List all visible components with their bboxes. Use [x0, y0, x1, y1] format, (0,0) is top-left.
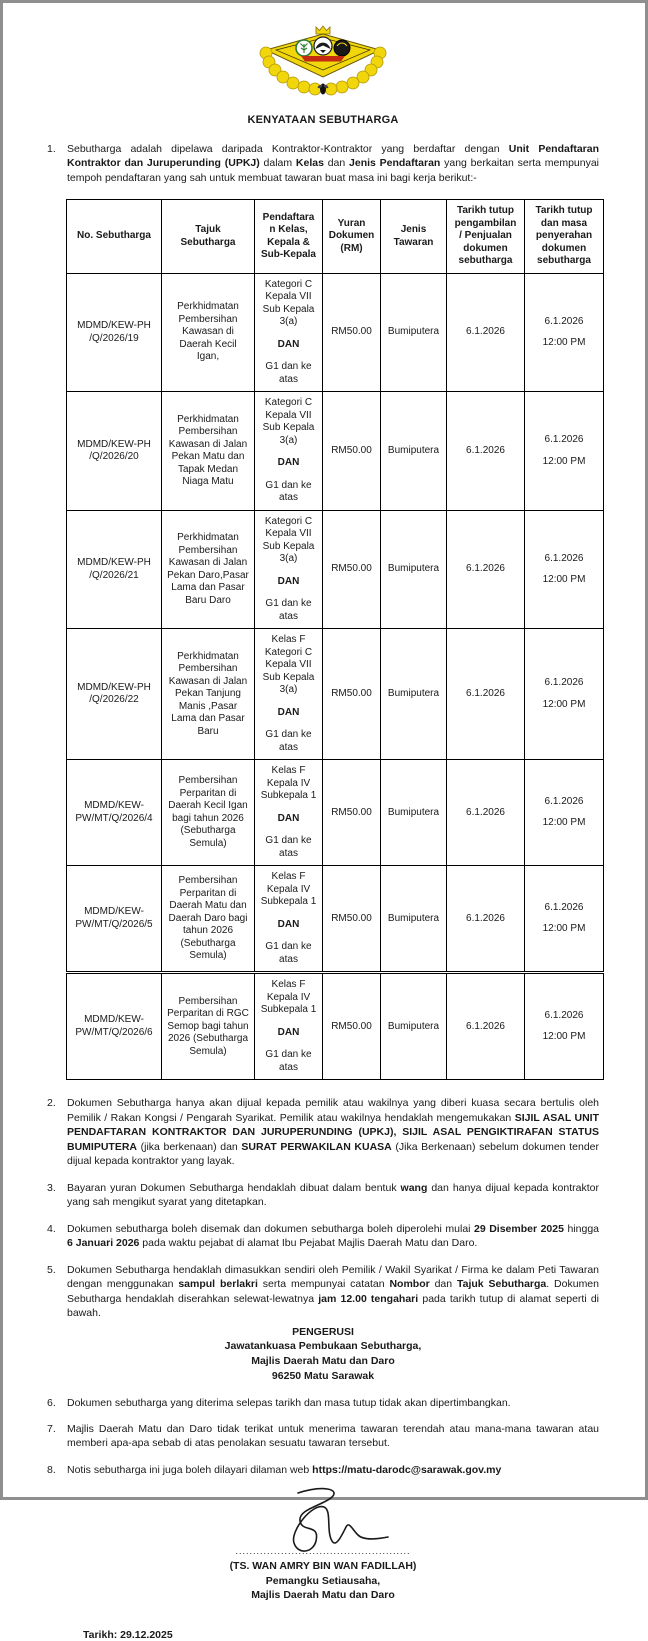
item-text: Majlis Daerah Matu dan Daro tidak terikat untuk menerima tawaran terendah atau mana-mana tawaran atau memberi apa-apa sebab di atas penolakan sesuatu tawaran tersebut. [67, 1422, 599, 1450]
item-text: Dokumen Sebutharga hendaklah dimasukkan sendiri oleh Pemilik / Wakil Syarikat / Firma ke dalam Peti Tawaran dengan menggunakan sampul berlakri serta mempunyai catatan Nombor dan Tajuk Sebutharga. Dokumen Sebutharga hendaklah diserahkan selewat-lewatnya jam 12.00 tengahari pada tarikh tutup di alamat seperti di bawah. [67, 1263, 600, 1320]
cell-tarikh-masa-penyerahan: 6.1.2026 12:00 PM [525, 273, 604, 392]
cell-tajuk-sebutharga: Perkhidmatan Pembersihan Kawasan di Jalan Pekan Daro,Pasar Lama dan Pasar Baru Daro [162, 510, 255, 629]
cell-no-sebutharga: MDMD/KEW- PW/MT/Q/2026/4 [67, 760, 162, 866]
item-text: Dokumen sebutharga yang diterima selepas tarikh dan masa tutup tidak akan dipertimbangkan. [67, 1396, 511, 1409]
signature-block [47, 1483, 599, 1603]
signature-rule: .................................................. [235, 1546, 411, 1557]
table-row [67, 392, 604, 511]
cell-no-sebutharga: MDMD/KEW-PH /Q/2026/19 [67, 273, 162, 392]
cell-jenis-tawaran: Bumiputera [381, 629, 447, 760]
item-number: 2. [47, 1097, 56, 1110]
cell-no-sebutharga: MDMD/KEW- PW/MT/Q/2026/5 [67, 866, 162, 973]
item-text: Dokumen Sebutharga hanya akan dijual kepada pemilik atau wakilnya yang diberi kuasa secara bertulis oleh Pemilik / Rakan Kongsi / Pengarah Syarikat. Pemilik atau wakilnya hendaklah mengemukakan SIJIL ASAL UNIT PENDAFTARAN KONTRAKTOR DAN JURUPERUNDING (UPKJ), SIJIL ASAL PENGIKTIRAFAN STATUS BUMIPUTERA (jika berkenaan) dan SURAT PERWAKILAN KUASA (Jika Berkenaan) sebelum dokumen tender dijual kepada kontraktor yang layak. [67, 1097, 599, 1168]
table-header-row [67, 200, 604, 274]
cell-yuran-dokumen: RM50.00 [323, 973, 381, 1080]
paragraph-6 [47, 1396, 599, 1410]
cell-tarikh-tutup: 6.1.2026 [447, 973, 525, 1080]
item-text: Dokumen sebutharga boleh disemak dan dokumen sebutharga boleh diperolehi mulai 29 Disember 2025 hingga 6 Januari 2026 pada waktu pejabat di alamat Ibu Pejabat Majlis Daerah Matu dan Daro. [67, 1222, 600, 1250]
submission-address-block [47, 1325, 599, 1384]
cell-pendaftaran: Kategori C Kepala VII Sub Kepala 3(a) DAN G1 dan ke atas [255, 510, 323, 629]
cell-yuran-dokumen: RM50.00 [323, 866, 381, 973]
cell-no-sebutharga: MDMD/KEW- PW/MT/Q/2026/6 [67, 973, 162, 1080]
cell-pendaftaran: Kelas F Kepala IV Subkepala 1 DAN G1 dan ke atas [255, 973, 323, 1080]
cell-tajuk-sebutharga: Perkhidmatan Pembersihan Kawasan di Daerah Kecil Igan, [162, 273, 255, 392]
cell-tarikh-masa-penyerahan: 6.1.2026 12:00 PM [525, 392, 604, 511]
column-header: No. Sebutharga [67, 200, 162, 274]
paragraph-3 [47, 1181, 599, 1210]
cell-yuran-dokumen: RM50.00 [323, 273, 381, 392]
column-header: Tarikh tutup dan masa penyerahan dokumen sebutharga [525, 200, 604, 274]
cell-jenis-tawaran: Bumiputera [381, 392, 447, 511]
cell-no-sebutharga: MDMD/KEW-PH /Q/2026/21 [67, 510, 162, 629]
address-line: PENGERUSI [292, 1325, 354, 1338]
cell-yuran-dokumen: RM50.00 [323, 760, 381, 866]
cell-tarikh-masa-penyerahan: 6.1.2026 12:00 PM [525, 760, 604, 866]
cell-tarikh-tutup: 6.1.2026 [447, 866, 525, 973]
column-header: Pendaftaran Kelas, Kepala & Sub-Kepala [255, 200, 323, 274]
cell-pendaftaran: Kategori C Kepala VII Sub Kepala 3(a) DAN G1 dan ke atas [255, 392, 323, 511]
table-row [67, 629, 604, 760]
table-body [67, 273, 604, 1080]
signatory-title: Pemangku Setiausaha, [265, 1574, 381, 1587]
cell-yuran-dokumen: RM50.00 [323, 392, 381, 511]
item-number: 1. [47, 143, 56, 155]
paragraph-8 [47, 1463, 599, 1477]
table-row [67, 866, 604, 973]
item-number: 6. [47, 1396, 56, 1409]
column-header: Jenis Tawaran [381, 200, 447, 274]
cell-jenis-tawaran: Bumiputera [381, 273, 447, 392]
cell-tajuk-sebutharga: Pembersihan Perparitan di Daerah Kecil Igan bagi tahun 2026 (Sebutharga Semula) [162, 760, 255, 866]
cell-tarikh-tutup: 6.1.2026 [447, 392, 525, 511]
cell-pendaftaran: Kelas F Kategori C Kepala VII Sub Kepala 3(a) DAN G1 dan ke atas [255, 629, 323, 760]
cell-tajuk-sebutharga: Pembersihan Perparitan di RGC Semop bagi tahun 2026 (Sebutharga Semula) [162, 973, 255, 1080]
item-number: 4. [47, 1222, 56, 1235]
table-row [67, 510, 604, 629]
paragraph-5 [47, 1263, 599, 1321]
cell-no-sebutharga: MDMD/KEW-PH /Q/2026/20 [67, 392, 162, 511]
tender-table [66, 199, 604, 1080]
item-text: Notis sebutharga ini juga boleh dilayari dilaman web https://matu-darodc@sarawak.gov.my [67, 1463, 502, 1476]
cell-no-sebutharga: MDMD/KEW-PH /Q/2026/22 [67, 629, 162, 760]
cell-tajuk-sebutharga: Pembersihan Perparitan di Daerah Matu dan Daerah Daro bagi tahun 2026 (Sebutharga Semula) [162, 866, 255, 973]
cell-tajuk-sebutharga: Perkhidmatan Pembersihan Kawasan di Jalan Pekan Tanjung Manis ,Pasar Lama dan Pasar Baru [162, 629, 255, 760]
column-header: Yuran Dokumen (RM) [323, 200, 381, 274]
ribbon-icon [301, 56, 345, 62]
item-number: 5. [47, 1263, 56, 1276]
cell-jenis-tawaran: Bumiputera [381, 973, 447, 1080]
cell-tarikh-tutup: 6.1.2026 [447, 760, 525, 866]
cell-yuran-dokumen: RM50.00 [323, 510, 381, 629]
cell-tajuk-sebutharga: Perkhidmatan Pembersihan Kawasan di Jalan Pekan Matu dan Tapak Medan Niaga Matu [162, 392, 255, 511]
cell-pendaftaran: Kelas F Kepala IV Subkepala 1 DAN G1 dan ke atas [255, 866, 323, 973]
cell-tarikh-masa-penyerahan: 6.1.2026 12:00 PM [525, 866, 604, 973]
table-row [67, 760, 604, 866]
paragraph-2 [47, 1096, 599, 1168]
council-crest-logo [47, 23, 599, 102]
signatory-org: Majlis Daerah Matu dan Daro [251, 1589, 395, 1602]
cell-tarikh-tutup: 6.1.2026 [447, 273, 525, 392]
signatory-name: (TS. WAN AMRY BIN WAN FADILLAH) [229, 1560, 417, 1573]
cell-yuran-dokumen: RM50.00 [323, 629, 381, 760]
item-text: Bayaran yuran Dokumen Sebutharga hendaklah dibuat dalam bentuk wang dan hanya dijual kepada kontraktor yang sah mengikut syarat yang ditetapkan. [67, 1181, 599, 1209]
item-number: 7. [47, 1422, 56, 1435]
address-line: 96250 Matu Sarawak [271, 1369, 375, 1382]
cell-tarikh-masa-penyerahan: 6.1.2026 12:00 PM [525, 510, 604, 629]
cell-jenis-tawaran: Bumiputera [381, 510, 447, 629]
table-row [67, 973, 604, 1080]
cell-tarikh-tutup: 6.1.2026 [447, 629, 525, 760]
item-number: 3. [47, 1181, 56, 1194]
column-header: Tajuk Sebutharga [162, 200, 255, 274]
cell-pendaftaran: Kelas F Kepala IV Subkepala 1 DAN G1 dan ke atas [255, 760, 323, 866]
cell-jenis-tawaran: Bumiputera [381, 866, 447, 973]
page-title: KENYATAAN SEBUTHARGA [247, 114, 399, 126]
paragraph-4 [47, 1222, 599, 1251]
cell-tarikh-masa-penyerahan: 6.1.2026 12:00 PM [525, 629, 604, 760]
paragraph-7 [47, 1422, 599, 1451]
round-emblem-icon [334, 40, 350, 56]
item-number: 8. [47, 1463, 56, 1476]
cell-tarikh-masa-penyerahan: 6.1.2026 12:00 PM [525, 973, 604, 1080]
cell-jenis-tawaran: Bumiputera [381, 760, 447, 866]
crest-icon [257, 23, 389, 97]
cell-tarikh-tutup: 6.1.2026 [447, 510, 525, 629]
document-date: Tarikh: 29.12.2025 [83, 1629, 173, 1641]
paragraph-1 [47, 142, 599, 185]
address-line: Jawatankuasa Pembukaan Sebutharga, [224, 1340, 422, 1353]
table-row [67, 273, 604, 392]
cell-pendaftaran: Kategori C Kepala VII Sub Kepala 3(a) DAN G1 dan ke atas [255, 273, 323, 392]
address-line: Majlis Daerah Matu dan Daro [251, 1355, 395, 1368]
column-header: Tarikh tutup pengambilan / Penjualan dokumen sebutharga [447, 200, 525, 274]
item-text: Sebutharga adalah dipelawa daripada Kontraktor-Kontraktor yang berdaftar dengan Unit Pendaftaran Kontraktor dan Juruperunding (UPKJ) dalam Kelas dan Jenis Pendaftaran yang berkaitan serta mempunyai tempoh pendaftaran yang sah untuk membuat tawaran buat masa ini bagi kerja berikut:- [67, 143, 600, 184]
